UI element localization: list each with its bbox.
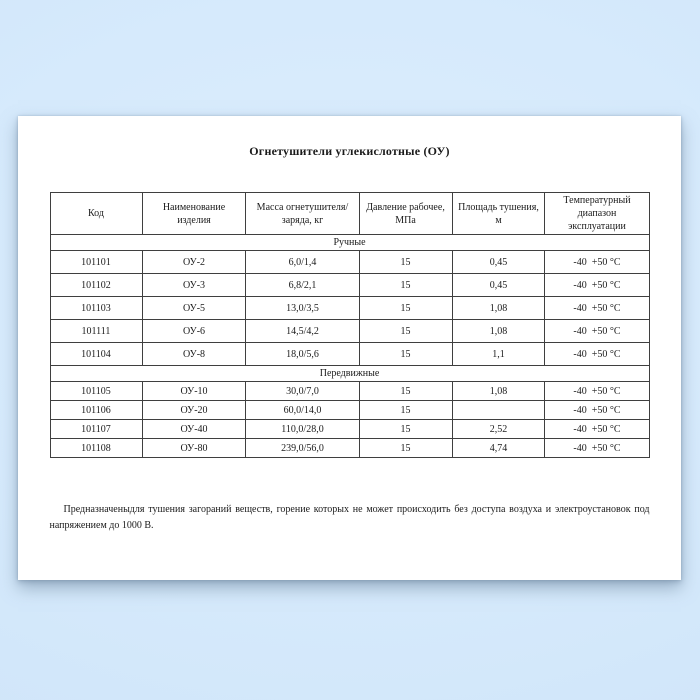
table-cell: 15 xyxy=(359,274,452,297)
table-cell: 101106 xyxy=(50,401,142,420)
table-cell: 1,08 xyxy=(452,320,545,343)
table-cell: 0,45 xyxy=(452,251,545,274)
table-cell: 2,52 xyxy=(452,420,545,439)
table-cell: -40 +50 °C xyxy=(545,343,649,366)
column-header: Давление рабочее, МПа xyxy=(359,193,452,235)
table-cell: 60,0/14,0 xyxy=(246,401,359,420)
table-cell: 101107 xyxy=(50,420,142,439)
table-cell: 101102 xyxy=(50,274,142,297)
table-row xyxy=(50,401,649,420)
table-cell: 18,0/5,6 xyxy=(246,343,359,366)
table-cell: ОУ-3 xyxy=(142,274,246,297)
table-row xyxy=(50,343,649,366)
table-cell: 6,8/2,1 xyxy=(246,274,359,297)
section-label: Ручные xyxy=(50,235,649,251)
table-cell: -40 +50 °C xyxy=(545,401,649,420)
table-cell: -40 +50 °C xyxy=(545,251,649,274)
section-label: Передвижные xyxy=(50,366,649,382)
table-cell: -40 +50 °C xyxy=(545,297,649,320)
table-row xyxy=(50,274,649,297)
header-row xyxy=(50,193,649,235)
table-cell: 1,08 xyxy=(452,297,545,320)
table-cell: ОУ-6 xyxy=(142,320,246,343)
table-row xyxy=(50,382,649,401)
table-header xyxy=(50,193,649,235)
table-cell: ОУ-20 xyxy=(142,401,246,420)
table-cell: 101103 xyxy=(50,297,142,320)
table-row xyxy=(50,251,649,274)
table-cell: ОУ-2 xyxy=(142,251,246,274)
table-cell: -40 +50 °C xyxy=(545,382,649,401)
section-row xyxy=(50,235,649,251)
table-row xyxy=(50,320,649,343)
table-cell: -40 +50 °C xyxy=(545,420,649,439)
footer-note: Предназначеныдля тушения загораний веществ, горение которых не может происходить без доступа воздуха и электроустановок под напряжением до 1000 В. xyxy=(49,504,650,531)
table-row xyxy=(50,297,649,320)
table-row xyxy=(50,420,649,439)
table-cell: 15 xyxy=(359,401,452,420)
table-cell: ОУ-5 xyxy=(142,297,246,320)
table-cell: -40 +50 °C xyxy=(545,439,649,458)
table-cell: -40 +50 °C xyxy=(545,274,649,297)
table-cell: 15 xyxy=(359,251,452,274)
column-header: Код xyxy=(50,193,142,235)
table-cell: 13,0/3,5 xyxy=(246,297,359,320)
table-cell: 15 xyxy=(359,439,452,458)
table-cell: ОУ-40 xyxy=(142,420,246,439)
table-cell: 15 xyxy=(359,420,452,439)
document-page xyxy=(18,116,681,580)
table-cell: 101111 xyxy=(50,320,142,343)
table-cell: ОУ-80 xyxy=(142,439,246,458)
table-cell: 15 xyxy=(359,297,452,320)
table-cell: 6,0/1,4 xyxy=(246,251,359,274)
table-cell: 101108 xyxy=(50,439,142,458)
table-cell: 15 xyxy=(359,382,452,401)
column-header: Наименование изделия xyxy=(142,193,246,235)
table-row xyxy=(50,439,649,458)
column-header: Масса огнетушителя/ заряда, кг xyxy=(246,193,359,235)
table-cell: 14,5/4,2 xyxy=(246,320,359,343)
table-cell: 1,08 xyxy=(452,382,545,401)
table-cell: 1,1 xyxy=(452,343,545,366)
table-cell: 101104 xyxy=(50,343,142,366)
column-header: Температурный диапазон эксплуатации xyxy=(545,193,649,235)
table-cell: 15 xyxy=(359,320,452,343)
table-cell: 30,0/7,0 xyxy=(246,382,359,401)
table-cell: ОУ-10 xyxy=(142,382,246,401)
table-cell xyxy=(452,401,545,420)
table-cell: 0,45 xyxy=(452,274,545,297)
table-cell: 101101 xyxy=(50,251,142,274)
table-cell: ОУ-8 xyxy=(142,343,246,366)
extinguishers-table xyxy=(50,192,650,458)
table-cell: 110,0/28,0 xyxy=(246,420,359,439)
table-cell: 15 xyxy=(359,343,452,366)
table-cell: -40 +50 °C xyxy=(545,320,649,343)
table-body xyxy=(50,235,649,458)
section-row xyxy=(50,366,649,382)
table-cell: 101105 xyxy=(50,382,142,401)
table-cell: 4,74 xyxy=(452,439,545,458)
column-header: Площадь тушения, м xyxy=(452,193,545,235)
table-cell: 239,0/56,0 xyxy=(246,439,359,458)
document-title: Огнетушители углекислотные (ОУ) xyxy=(249,144,450,158)
